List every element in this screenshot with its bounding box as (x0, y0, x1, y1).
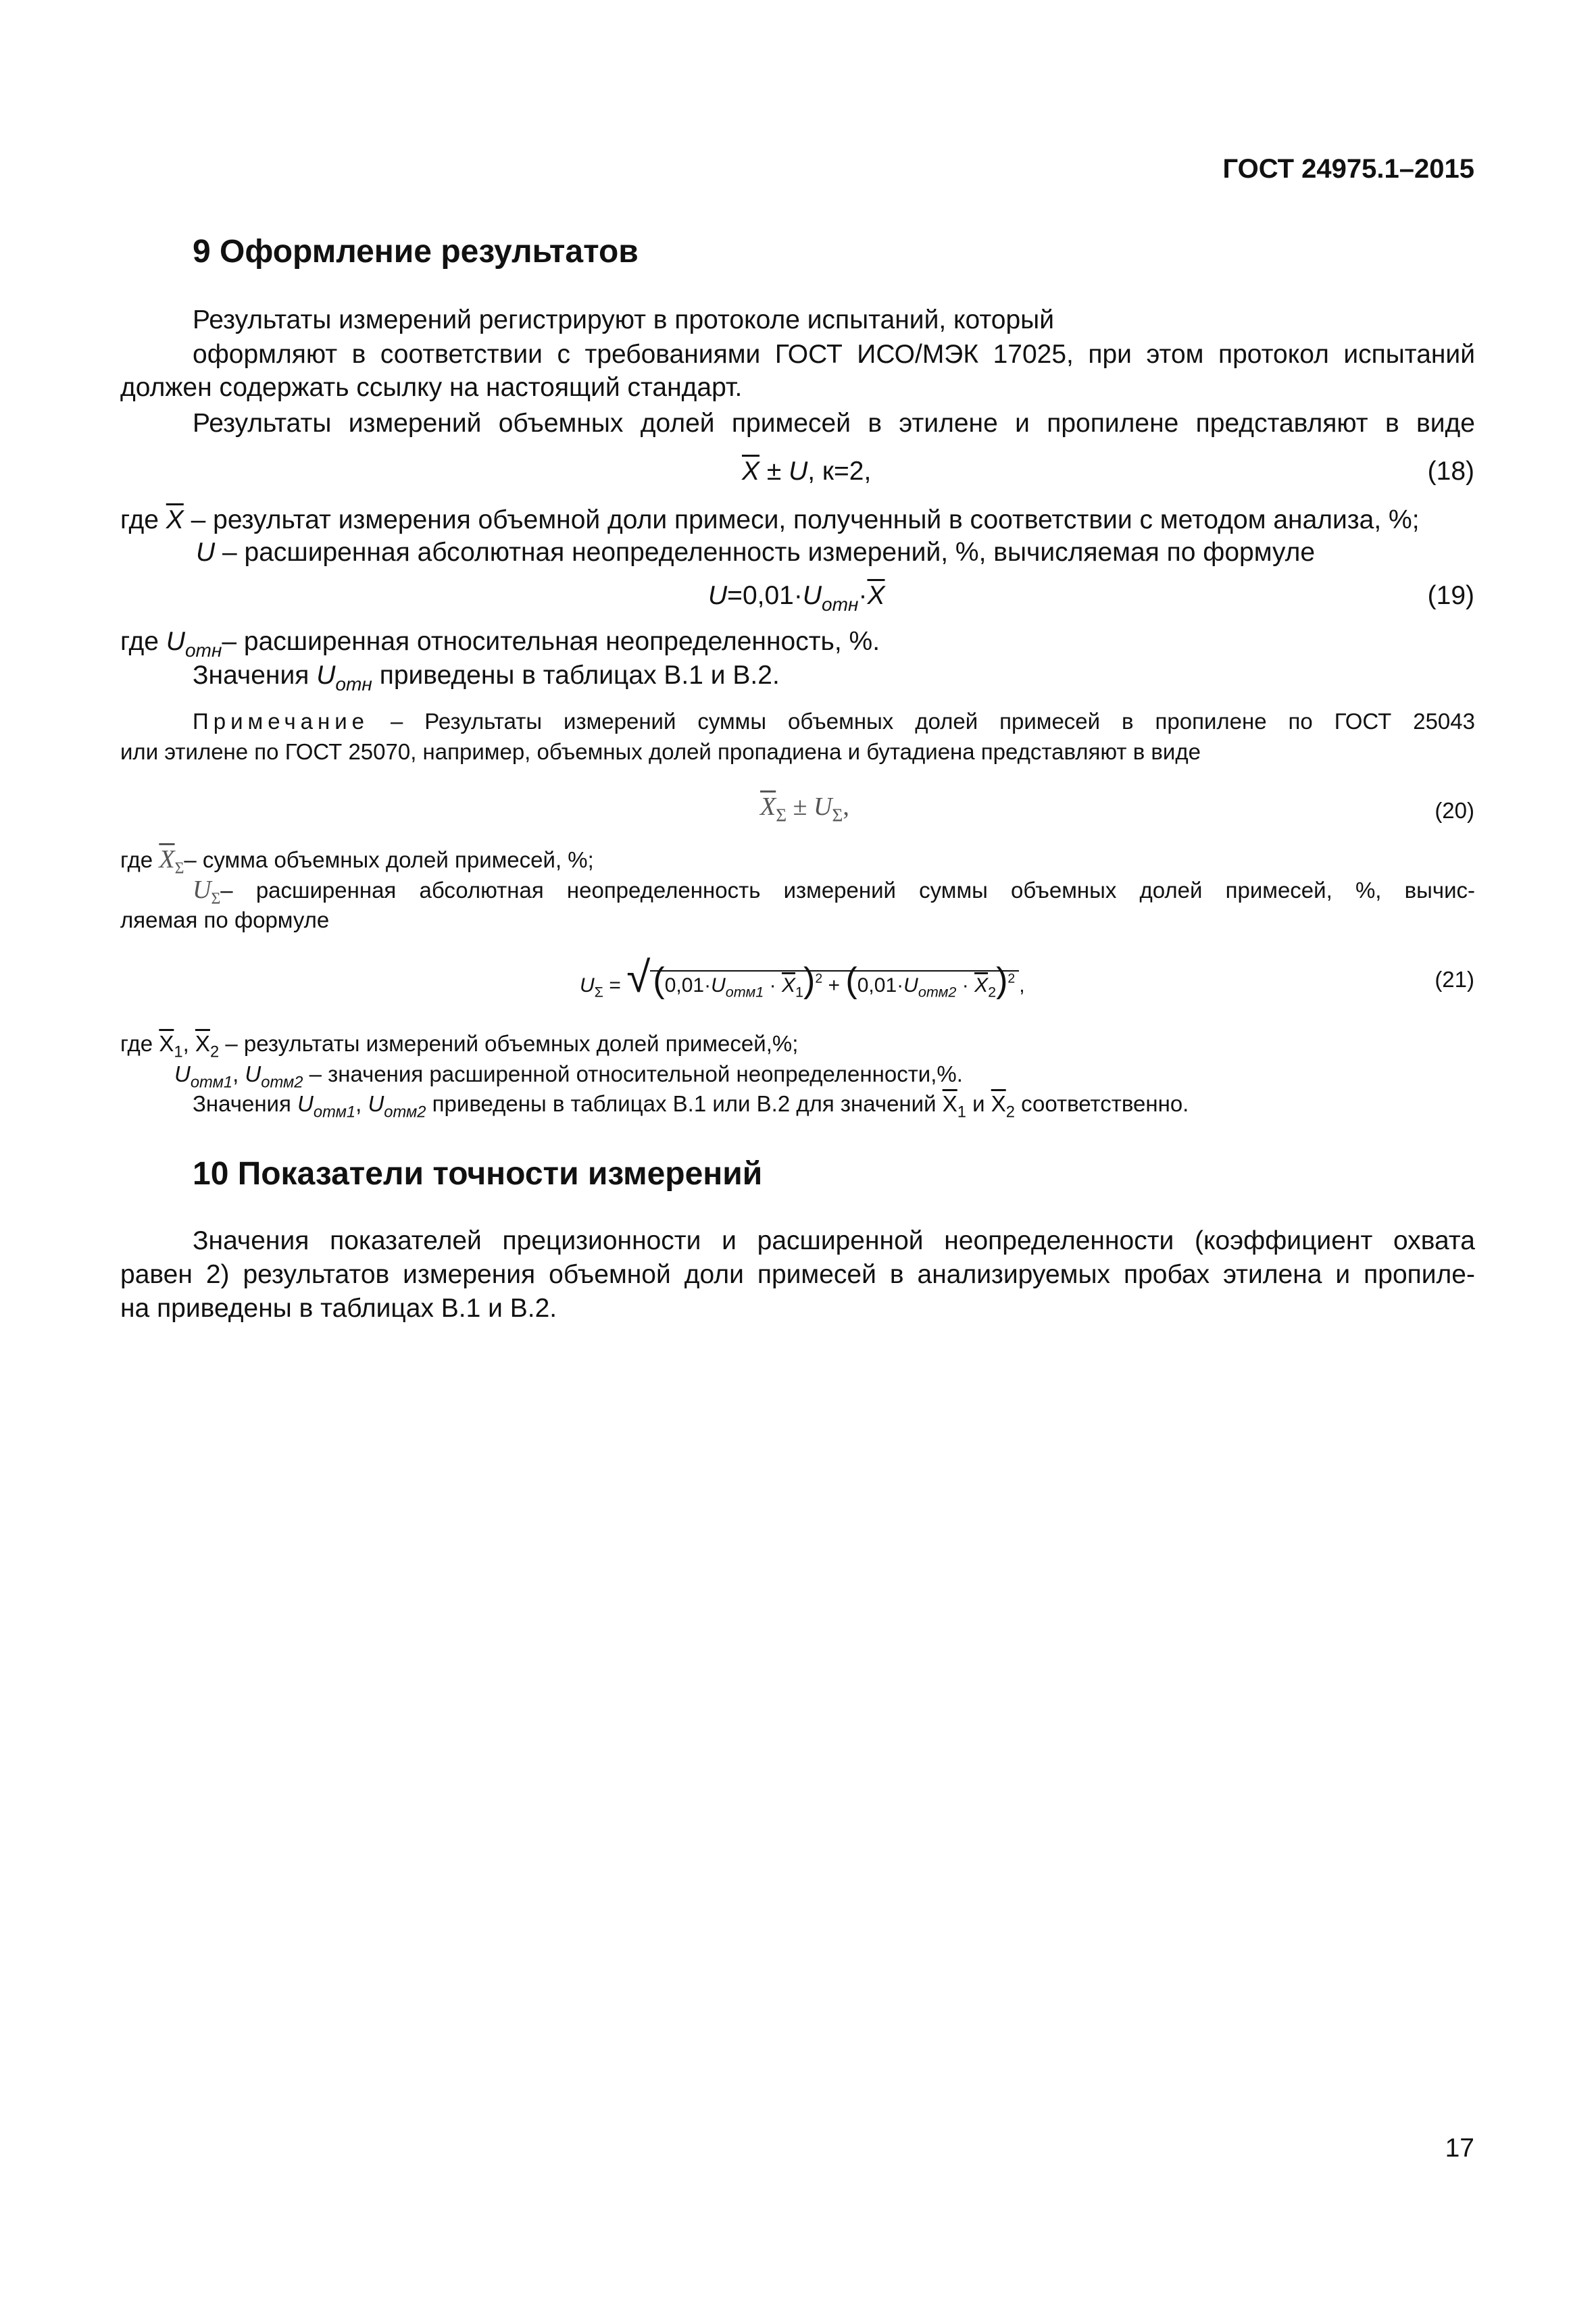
note-label: Примечание (193, 709, 370, 734)
exponent: 2 (815, 971, 823, 986)
equation-part: , (1019, 974, 1025, 997)
equation-19 (708, 581, 885, 615)
subscript: отн (822, 593, 859, 615)
where-text: – расширенная абсолютная неопределенность измерений суммы объемных долей примесей, %, вычис- (220, 878, 1475, 903)
where-text: приведены в таблицах В.1 или В.2 для значений (426, 1091, 943, 1116)
u-symbol: U (903, 974, 918, 997)
equation-number: (21) (1435, 967, 1474, 992)
u-sum-symbol: U (193, 876, 211, 904)
x-mean-symbol: $\overline{X}$ (991, 1091, 1006, 1116)
paren: ( (845, 961, 857, 1000)
dot: · (764, 974, 782, 997)
x-sum-symbol: $\overline{X}$ (760, 793, 776, 821)
subscript: 1 (795, 983, 804, 1001)
where-word: где (120, 505, 166, 534)
subscript: отм1 (190, 1073, 233, 1092)
where-text: соответственно. (1014, 1091, 1189, 1116)
u-symbol: U (297, 1091, 314, 1116)
equation-part: , (843, 793, 849, 821)
equation-part: = (603, 974, 627, 997)
x-mean-symbol: $\overline{X}$ (166, 505, 184, 534)
x-mean-symbol: $\overline{X}$ (942, 1091, 957, 1116)
paragraph-line: должен содержать ссылку на настоящий стандарт. (120, 373, 743, 402)
u-symbol: U (174, 1061, 191, 1086)
where-line (174, 1061, 963, 1092)
page-number: 17 (1445, 2134, 1474, 2163)
equation-part: 0,01· (664, 974, 712, 997)
where-line (120, 627, 880, 661)
where-line (120, 1030, 799, 1061)
u-symbol: U (789, 457, 808, 486)
u-sum-symbol: U (814, 793, 832, 821)
sqrt-radicand (650, 961, 1019, 1001)
where-word: где (120, 1031, 159, 1056)
paragraph-line: на приведены в таблицах В.1 и В.2. (120, 1294, 557, 1323)
plus-minus: ± (787, 793, 814, 821)
u-symbol: U (368, 1091, 384, 1116)
where-text: – расширенная абсолютная неопределенность измерений, %, вычисляемая по формуле (215, 538, 1316, 567)
paren: ( (653, 961, 665, 1000)
equation-number: (19) (1427, 581, 1474, 610)
sigma-subscript: Σ (832, 805, 843, 826)
paragraph-line: Значения показателей прецизионности и расширенной неопределенности (коэффициент охвата (193, 1226, 1475, 1255)
equation-20 (760, 792, 849, 826)
u-sum-symbol: U (580, 974, 595, 997)
equation-rest: , к=2, (807, 457, 872, 486)
u-symbol: U (708, 581, 728, 610)
paragraph-line: Результаты измерений объемных долей примесей в этилене и пропилене представляют в виде (193, 409, 1475, 438)
where-line: ляемая по формуле (120, 907, 330, 932)
where-text: – результаты измерений объемных долей примесей,%; (219, 1031, 799, 1056)
sigma-subscript: Σ (211, 890, 221, 908)
x-mean-symbol: $\overline{X}$ (159, 1031, 174, 1056)
sigma-subscript: Σ (776, 805, 787, 826)
equation-number: (20) (1435, 798, 1474, 823)
x-mean-symbol: $\overline{X}$ (195, 1031, 210, 1056)
equation-21 (580, 951, 1025, 1011)
note-text: – Результаты измерений суммы объемных долей примесей в пропилене по ГОСТ 25043 (369, 709, 1475, 734)
plus-minus: ± (759, 457, 789, 486)
where-line (193, 661, 780, 695)
separator: , (182, 1031, 195, 1056)
document-id: ГОСТ 24975.1–2015 (1222, 154, 1474, 184)
u-symbol: U (245, 1061, 261, 1086)
exponent: 2 (1007, 971, 1016, 986)
separator: , (355, 1091, 368, 1116)
u-symbol: U (196, 538, 216, 567)
separator: , (232, 1061, 245, 1086)
where-text: – значения расширенной относительной неопределенности,%. (303, 1061, 963, 1086)
subscript: 1 (174, 1042, 183, 1061)
sigma-subscript: Σ (594, 983, 604, 1001)
subscript: отм1 (725, 983, 764, 1001)
subscript: 1 (957, 1103, 966, 1122)
where-line (196, 538, 1315, 568)
subscript: отм2 (261, 1073, 303, 1092)
u-symbol: U (711, 974, 726, 997)
where-word: где (120, 847, 159, 872)
subscript: отм1 (313, 1103, 356, 1122)
x-mean-symbol: $\overline{X}$ (974, 974, 989, 997)
u-symbol: U (316, 661, 336, 690)
subscript: отм2 (384, 1103, 426, 1122)
subscript: 2 (209, 1042, 220, 1061)
where-text: приведены в таблицах В.1 и В.2. (372, 661, 780, 690)
note-line (193, 708, 1475, 735)
where-word: Значения (193, 661, 317, 690)
subscript: отн (184, 639, 222, 661)
equation-part: 0,01· (857, 974, 904, 997)
where-line (120, 845, 594, 878)
u-otn-symbol: U (802, 581, 822, 610)
where-text: и (966, 1091, 991, 1116)
equation-part: · (858, 581, 868, 610)
section-9-title: 9 Оформление результатов (193, 234, 639, 270)
paragraph-line: оформляют в соответствии с требованиями ГОСТ ИСО/МЭК 17025, при этом протокол испытаний (193, 340, 1475, 369)
x-mean-symbol: $\overline{X}$ (867, 581, 885, 610)
paragraph-line: равен 2) результатов измерения объемной доли примесей в анализируемых пробах этилена и пропиле- (120, 1260, 1475, 1289)
where-text: – расширенная относительная неопределенность, %. (222, 627, 880, 656)
x-sum-symbol: $\overline{X}$ (159, 845, 175, 874)
subscript: отм2 (918, 983, 957, 1001)
equation-part: =0,01· (727, 581, 803, 610)
dot: · (956, 974, 975, 997)
equation-number: (18) (1427, 457, 1474, 486)
paragraph-line: Результаты измерений регистрируют в протоколе испытаний, который (193, 305, 1055, 334)
where-line (193, 1090, 1189, 1122)
x-mean-symbol: $\overline{X}$ (782, 974, 796, 997)
note-line: или этилене по ГОСТ 25070, например, объемных долей пропадиена и бутадиена представляют в виде (120, 739, 1201, 764)
where-word: где (120, 627, 166, 656)
section-10-title: 10 Показатели точности измерений (193, 1156, 763, 1192)
subscript: 2 (1005, 1103, 1015, 1122)
plus: + (822, 974, 846, 997)
sqrt-sign: √ (626, 953, 651, 1001)
paren: ) (803, 961, 816, 1000)
where-line (193, 876, 1475, 908)
u-symbol: U (166, 627, 185, 656)
subscript: отн (335, 673, 372, 695)
where-text: – результат измерения объемной доли примеси, полученный в соответствии с методом анализа, %; (183, 505, 1420, 534)
equation-18 (742, 457, 871, 486)
where-word: Значения (193, 1091, 298, 1116)
sigma-subscript: Σ (174, 859, 184, 878)
subscript: 2 (988, 983, 997, 1001)
x-mean-symbol: $\overline{X}$ (742, 457, 760, 486)
paren: ) (996, 961, 1008, 1000)
where-text: – сумма объемных долей примесей, %; (184, 847, 594, 872)
where-line (120, 505, 1420, 535)
